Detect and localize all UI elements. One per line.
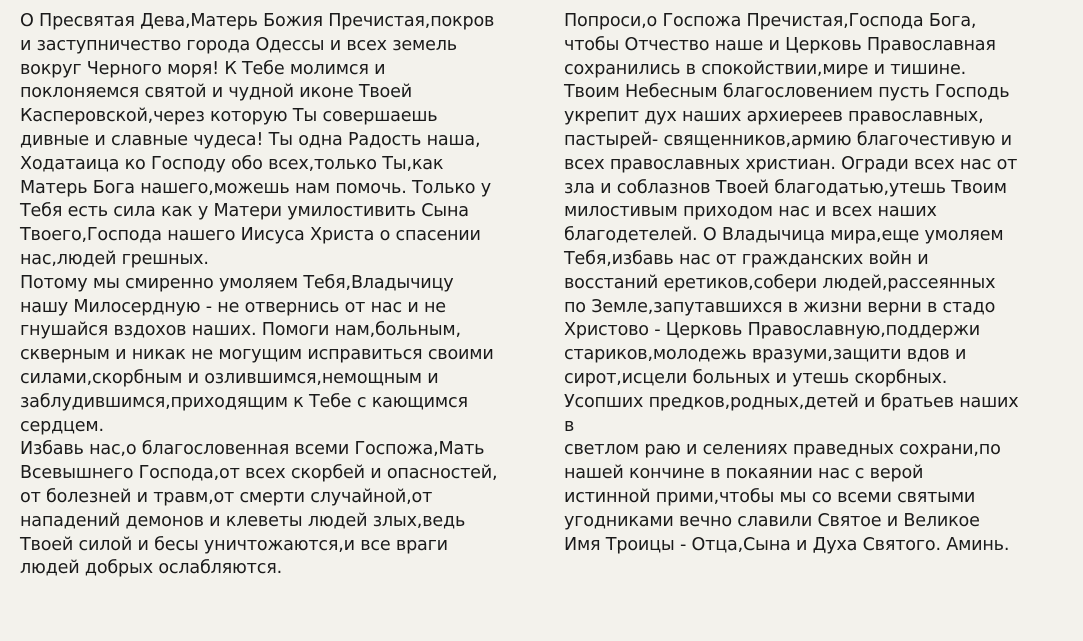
text-line: Тебя,избавь нас от гражданских войн и	[564, 248, 929, 269]
text-line: Христово - Церковь Православную,поддержи	[564, 320, 980, 341]
text-line: нас,людей грешных.	[20, 248, 209, 269]
text-line: чтобы Отчество наше и Церковь Православная	[564, 34, 996, 55]
text-line: Избавь нас,о благословенная всеми Госпожа,Мать	[20, 439, 485, 460]
text-line: нашу Милосердную - не отвернись от нас и не	[20, 296, 446, 317]
text-line: и заступничество города Одессы и всех земель	[20, 34, 457, 55]
text-line: Тебя есть сила как у Матери умилостивить Сына	[20, 201, 469, 222]
text-line: Твоей силой и бесы уничтожаются,и все враги	[20, 534, 448, 555]
left-text-column	[20, 10, 545, 581]
text-line: Всевышнего Господа,от всех скорбей и опасностей,	[20, 463, 498, 484]
text-line: укрепит дух наших архиереев православных,	[564, 106, 984, 127]
text-line: заблудившимся,приходящим к Тебе с кающимся	[20, 391, 468, 412]
text-line: пастырей- священников,армию благочестивую и	[564, 129, 1012, 150]
text-line: О Пресвятая Дева,Матерь Божия Пречистая,покров	[20, 11, 495, 31]
text-line: Усопших предков,родных,детей и братьев наших	[564, 391, 1019, 412]
text-line: вокруг Черного моря! К Тебе молимся и	[20, 58, 386, 79]
text-line: сердцем.	[20, 415, 104, 436]
text-line: нашей кончине в покаянии нас с верой	[564, 463, 924, 484]
text-line: зла и соблазнов Твоей благодатью,утешь Твоим	[564, 177, 1007, 198]
text-line: силами,скорбным и озлившимся,немощным и	[20, 367, 439, 388]
text-line: дивные и славные чудеса! Ты одна Радость наша,	[20, 129, 481, 150]
text-line: в	[564, 415, 575, 436]
text-line: Матерь Бога нашего,можешь нам помочь. Только у	[20, 177, 491, 198]
text-line: гнушайся вздохов наших. Помоги нам,больным,	[20, 320, 461, 341]
text-line: сохранились в спокойствии,мире и тишине.	[564, 58, 966, 79]
text-line: благодетелей. О Владычица мира,еще умоляем	[564, 225, 1004, 246]
text-line: стариков,молодежь вразуми,защити вдов и	[564, 344, 967, 365]
text-line: людей добрых ослабляются.	[20, 558, 282, 579]
text-line: Твоего,Господа нашего Иисуса Христа о спасении	[20, 225, 481, 246]
text-line: Имя Троицы - Отца,Сына и Духа Святого. Аминь.	[564, 534, 1010, 555]
text-line: Касперовской,через которую Ты совершаешь	[20, 106, 438, 127]
text-line: Потому мы смиренно умоляем Тебя,Владычицу	[20, 272, 454, 293]
text-line: милостивым приходом нас и всех наших	[564, 201, 937, 222]
text-line: от болезней и травм,от смерти случайной,от	[20, 486, 433, 507]
text-line: угодниками вечно славили Святое и Великое	[564, 510, 980, 531]
text-line: скверным и никак не могущим исправиться своими	[20, 344, 494, 365]
text-line: Твоим Небесным благословением пусть Господь	[564, 82, 1010, 103]
text-line: светлом раю и селениях праведных сохрани,по	[564, 439, 1001, 460]
right-text-column	[564, 10, 1079, 557]
text-line: всех православных христиан. Огради всех нас от	[564, 153, 1018, 174]
text-line: по Земле,запутавшихся в жизни верни в стадо	[564, 296, 996, 317]
text-line: поклоняемся святой и чудной иконе Твоей	[20, 82, 412, 103]
text-line: Попроси,о Госпожа Пречистая,Господа Бога,	[564, 11, 977, 31]
text-line: сирот,исцели больных и утешь скорбных.	[564, 367, 948, 388]
text-line: нападений демонов и клеветы людей злых,ведь	[20, 510, 466, 531]
text-line: истинной прими,чтобы мы со всеми святыми	[564, 486, 976, 507]
text-line: восстаний еретиков,собери людей,рассеянных	[564, 272, 996, 293]
text-line: Ходатаица ко Господу обо всех,только Ты,как	[20, 153, 444, 174]
